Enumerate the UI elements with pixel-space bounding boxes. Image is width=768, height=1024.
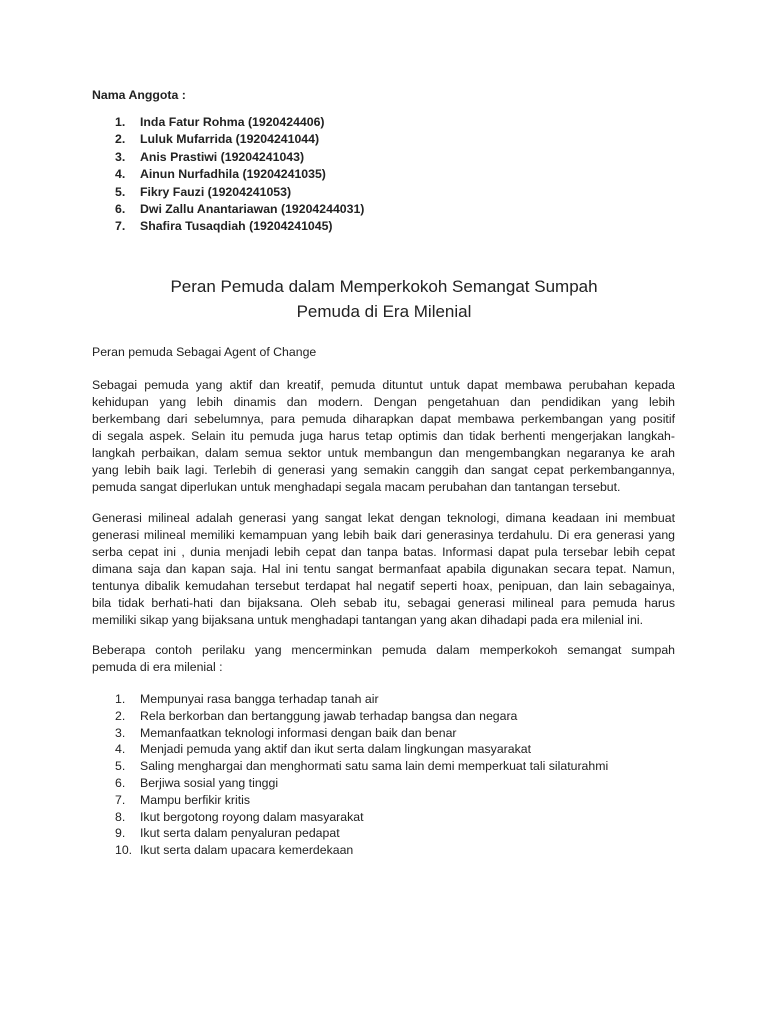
members-list [115, 114, 364, 236]
paragraph-3: Beberapa contoh perilaku yang mencerminkan pemuda dalam memperkokoh semangat sumpah pemuda di era milenial : [92, 643, 675, 674]
list-item: 7. Shafira Tusaqdiah (19204241045) [115, 219, 333, 234]
list-item: 8. Ikut bergotong royong dalam masyarakat [115, 809, 364, 824]
paragraph-1: Sebagai pemuda yang aktif dan kreatif, pemuda dituntut untuk dapat membawa perubahan kepada kehidupan yang lebih dinamis dan modern. Dengan pengetahuan dan pendidikan yang lebih berkembang dari sebelumnya, para pemuda diharapkan dapat membawa perkembangan yang positif di segala aspek. Selain itu pemuda juga harus tetap optimis dan tidak berhenti mengerjakan langkah- langkah perbaikan, dalam semua sektor untuk membangun dan mengembangkan negaranya ke arah yang lebih baik lagi. Terlebih di generasi yang semakin canggih dan sangat cepat perkembangannya, pemuda sangat diperlukan untuk menghadapi segala macam perubahan dan tantangan tersebut. [92, 378, 675, 494]
list-item: 10. Ikut serta dalam upacara kemerdekaan [115, 843, 354, 858]
list-item: 6. Berjiwa sosial yang tinggi [115, 775, 279, 790]
members-heading: Nama Anggota : [92, 88, 186, 102]
list-item: 5. Fikry Fauzi (19204241053) [115, 184, 292, 199]
list-item: 4. Menjadi pemuda yang aktif dan ikut serta dalam lingkungan masyarakat [115, 742, 531, 757]
list-item: 3. Memanfaatkan teknologi informasi dengan baik dan benar [115, 725, 457, 740]
list-item: 2. Rela berkorban dan bertanggung jawab terhadap bangsa dan negara [115, 708, 518, 723]
list-item: 1. Inda Fatur Rohma (1920424406) [115, 115, 325, 129]
list-item: 6. Dwi Zallu Anantariawan (19204244031) [115, 201, 365, 216]
list-item: 9. Ikut serta dalam penyaluran pedapat [115, 826, 340, 841]
subheading: Peran pemuda Sebagai Agent of Change [92, 345, 317, 359]
paragraph-2: Generasi milineal adalah generasi yang sangat lekat dengan teknologi, dimana keadaan ini membuat generasi milineal memiliki kemampuan yang lebih baik dari generasinya terdahulu. Di era generasi yang serba cepat ini , dunia menjadi lebih cepat dan tanpa batas. Informasi dapat pula tersebar lebih cepat dimana saja dan kapan saja. Hal ini tentu sangat bermanfaat apabila digunakan secara tepat. Namun, tentunya dibalik kemudahan tersebut terdapat hal negatif seperti hoax, penipuan, dan lain sebagainya, bila tidak berhati-hati dan bijaksana. Oleh sebab itu, sebagai generasi milineal para pemuda harus memiliki sikap yang bijaksana untuk menghadapi tantangan yang akan dihadapi pada era milenial ini. [92, 511, 675, 627]
document-title: Peran Pemuda dalam Memperkokoh Semangat Sumpah Pemuda di Era Milenial [170, 277, 598, 321]
list-item: 4. Ainun Nurfadhila (19204241035) [115, 167, 326, 182]
list-item: 1. Mempunyai rasa bangga terhadap tanah air [115, 692, 379, 706]
list-item: 2. Luluk Mufarrida (19204241044) [115, 132, 320, 147]
list-item: 3. Anis Prastiwi (19204241043) [115, 149, 305, 164]
behaviors-list [115, 691, 608, 859]
list-item: 5. Saling menghargai dan menghormati satu sama lain demi memperkuat tali silaturahmi [115, 759, 609, 774]
list-item: 7. Mampu berfikir kritis [115, 792, 251, 807]
